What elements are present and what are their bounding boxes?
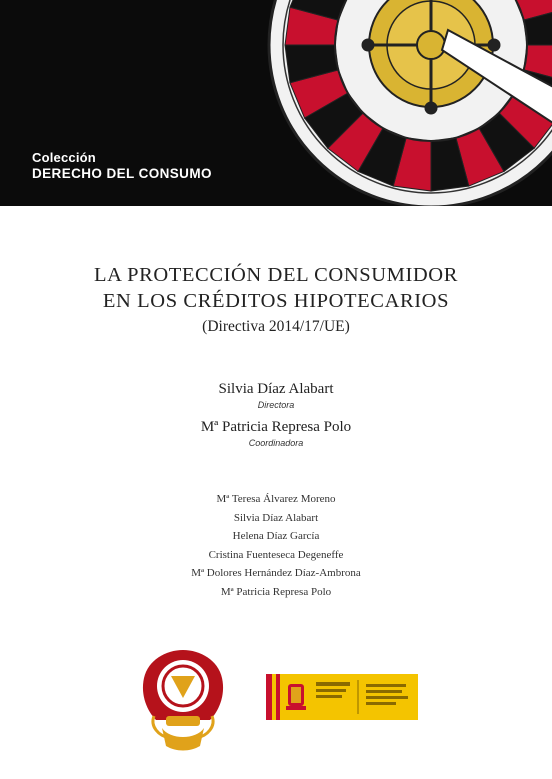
director-role: Directora [257,400,295,410]
book-title-line-2: EN LOS CRÉDITOS HIPOTECARIOS [102,290,450,312]
director-name: Silvia Díaz Alabart [218,381,334,397]
collection-label: Colección [32,150,96,165]
title-block [0,262,552,336]
author-item: Helena Díaz García [232,530,320,542]
collection-block [32,150,212,183]
coordinator-role: Coordinadora [248,438,304,448]
author-item: Mª Patricia Represa Polo [220,585,332,598]
cover-header-band [0,0,552,206]
government-of-spain-ministry-logo [266,674,418,720]
authors-list [0,490,552,601]
university-seal-icon [140,646,226,752]
book-title-line-1: LA PROTECCIÓN DEL CONSUMIDOR [94,264,458,286]
author-item: Cristina Fuenteseca Degeneffe [208,548,344,561]
book-title [0,262,552,314]
roulette-wheel-icon [266,0,552,206]
author-item: Mª Dolores Hernández Díaz-Ambrona [191,567,361,579]
book-subtitle: (Directiva 2014/17/UE) [202,318,350,335]
author-item: Silvia Díaz Alabart [233,511,319,524]
credits-block [0,380,552,456]
collection-name: DERECHO DEL CONSUMO [32,166,212,182]
coat-of-arms-icon [286,684,306,710]
author-item: Mª Teresa Álvarez Moreno [216,493,336,505]
coordinator-name: Mª Patricia Represa Polo [200,419,352,435]
